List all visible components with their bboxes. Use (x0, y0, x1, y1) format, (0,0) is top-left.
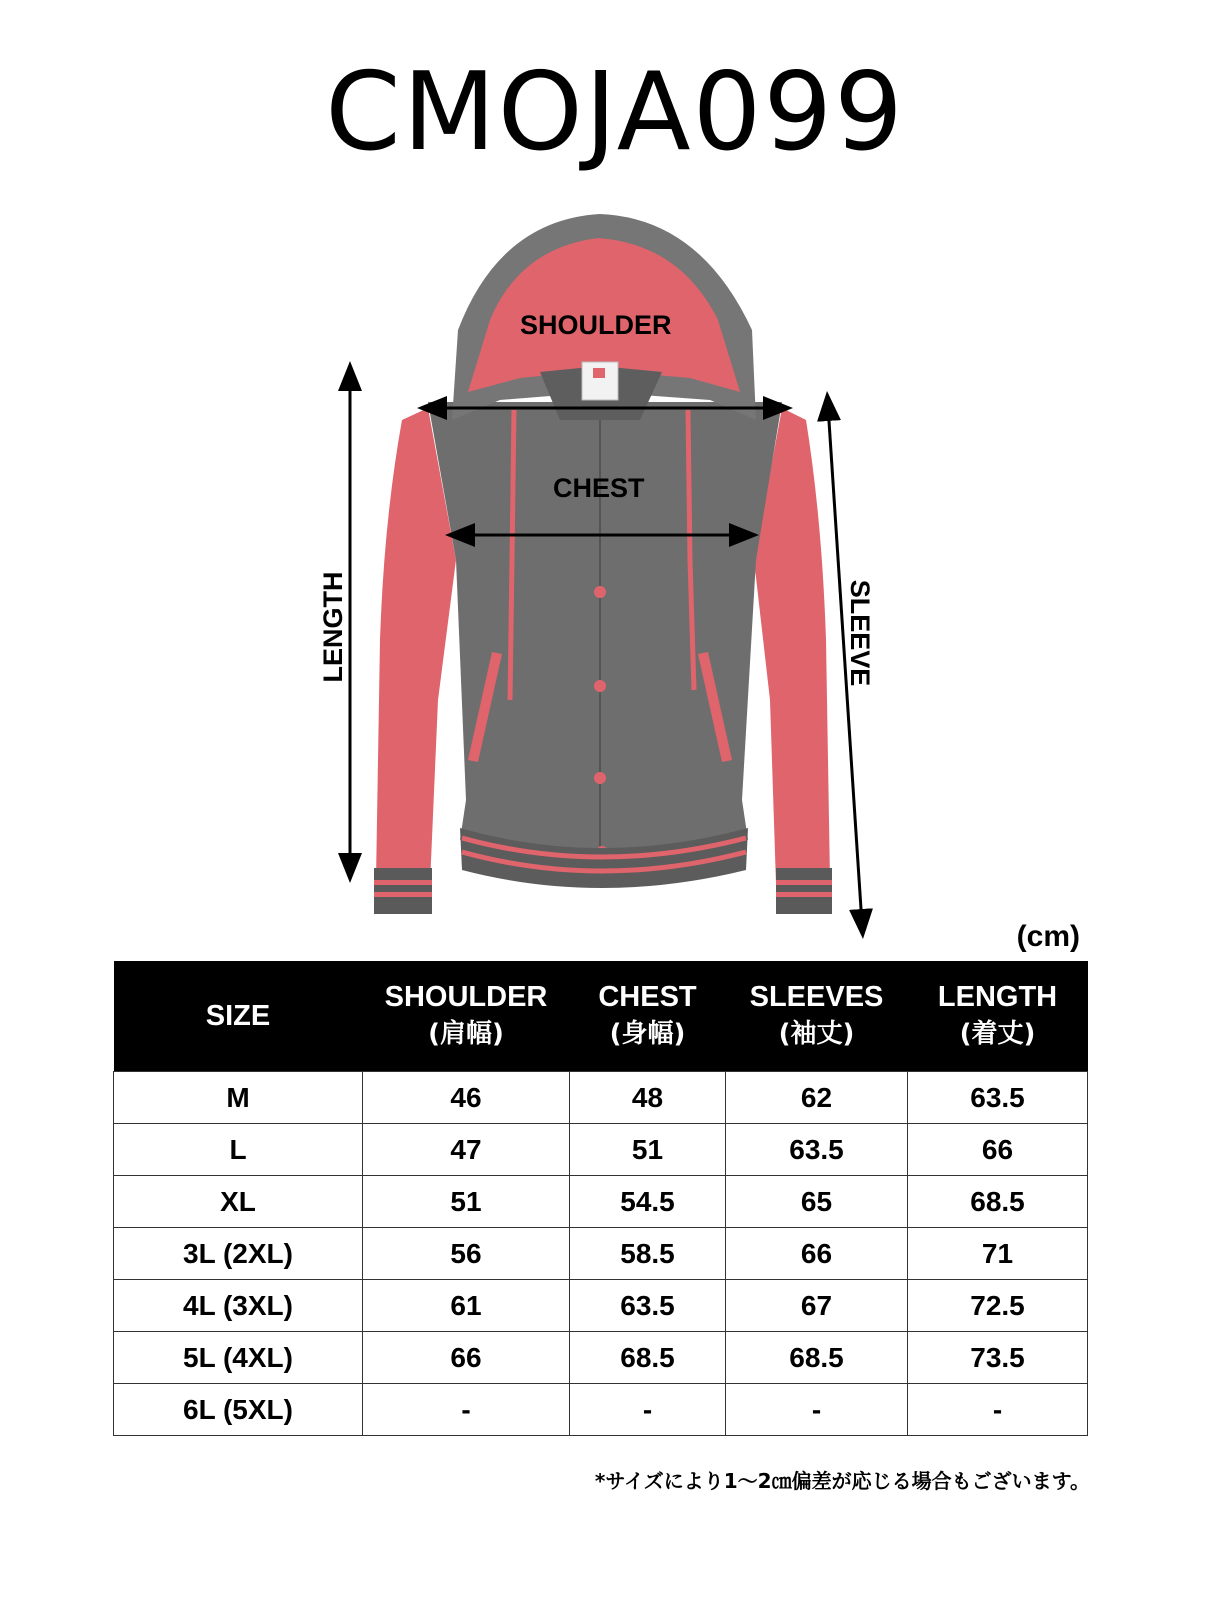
chest-cell: 58.5 (570, 1228, 726, 1280)
jacket-body (428, 402, 782, 860)
sleeves-cell: 62 (726, 1072, 908, 1124)
shoulder-cell: 56 (363, 1228, 570, 1280)
header-sleeves: SLEEVES (袖丈) (726, 961, 908, 1072)
size-cell: M (114, 1072, 363, 1124)
table-row (114, 1124, 1088, 1176)
table-row (114, 1280, 1088, 1332)
chest-cell: 48 (570, 1072, 726, 1124)
sleeves-cell: 66 (726, 1228, 908, 1280)
table-row (114, 1072, 1088, 1124)
shoulder-cell: 46 (363, 1072, 570, 1124)
left-cuff (374, 868, 432, 914)
product-code-title: CMOJA099 (325, 50, 905, 175)
chest-cell: 51 (570, 1124, 726, 1176)
size-cell: 3L (2XL) (114, 1228, 363, 1280)
length-cell: 71 (908, 1228, 1088, 1280)
table-row (114, 1332, 1088, 1384)
header-length: LENGTH (着丈) (908, 961, 1088, 1072)
length-cell: 68.5 (908, 1176, 1088, 1228)
chest-cell: 54.5 (570, 1176, 726, 1228)
table-row (114, 1384, 1088, 1436)
shoulder-cell: 66 (363, 1332, 570, 1384)
header-shoulder: SHOULDER (肩幅) (363, 961, 570, 1072)
size-cell: L (114, 1124, 363, 1176)
sleeves-cell: - (726, 1384, 908, 1436)
sleeves-cell: 65 (726, 1176, 908, 1228)
header-size: SIZE (114, 961, 363, 1072)
shoulder-cell: 51 (363, 1176, 570, 1228)
table-row (114, 1176, 1088, 1228)
size-cell: 4L (3XL) (114, 1280, 363, 1332)
sleeve-label: SLEEVE (845, 579, 875, 687)
chest-cell: 68.5 (570, 1332, 726, 1384)
length-cell: - (908, 1384, 1088, 1436)
length-label: LENGTH (318, 571, 348, 683)
shoulder-cell: 47 (363, 1124, 570, 1176)
header-chest: CHEST (身幅) (570, 961, 726, 1072)
table-header-row (114, 961, 1088, 1072)
length-cell: 73.5 (908, 1332, 1088, 1384)
shoulder-label: SHOULDER (520, 310, 672, 340)
length-cell: 66 (908, 1124, 1088, 1176)
size-cell: XL (114, 1176, 363, 1228)
shoulder-cell: 61 (363, 1280, 570, 1332)
length-cell: 72.5 (908, 1280, 1088, 1332)
size-cell: 5L (4XL) (114, 1332, 363, 1384)
chest-label: CHEST (553, 473, 645, 503)
chest-cell: - (570, 1384, 726, 1436)
size-cell: 6L (5XL) (114, 1384, 363, 1436)
sleeves-cell: 63.5 (726, 1124, 908, 1176)
unit-label: (cm) (1016, 920, 1080, 953)
chest-cell: 63.5 (570, 1280, 726, 1332)
size-chart-table (113, 961, 1088, 1436)
shoulder-cell: - (363, 1384, 570, 1436)
size-deviation-footnote: *サイズにより1～2㎝偏差が応じる場合もございます。 (594, 1469, 1090, 1493)
sleeves-cell: 67 (726, 1280, 908, 1332)
table-row (114, 1228, 1088, 1280)
sleeves-cell: 68.5 (726, 1332, 908, 1384)
length-cell: 63.5 (908, 1072, 1088, 1124)
right-cuff (776, 868, 832, 914)
